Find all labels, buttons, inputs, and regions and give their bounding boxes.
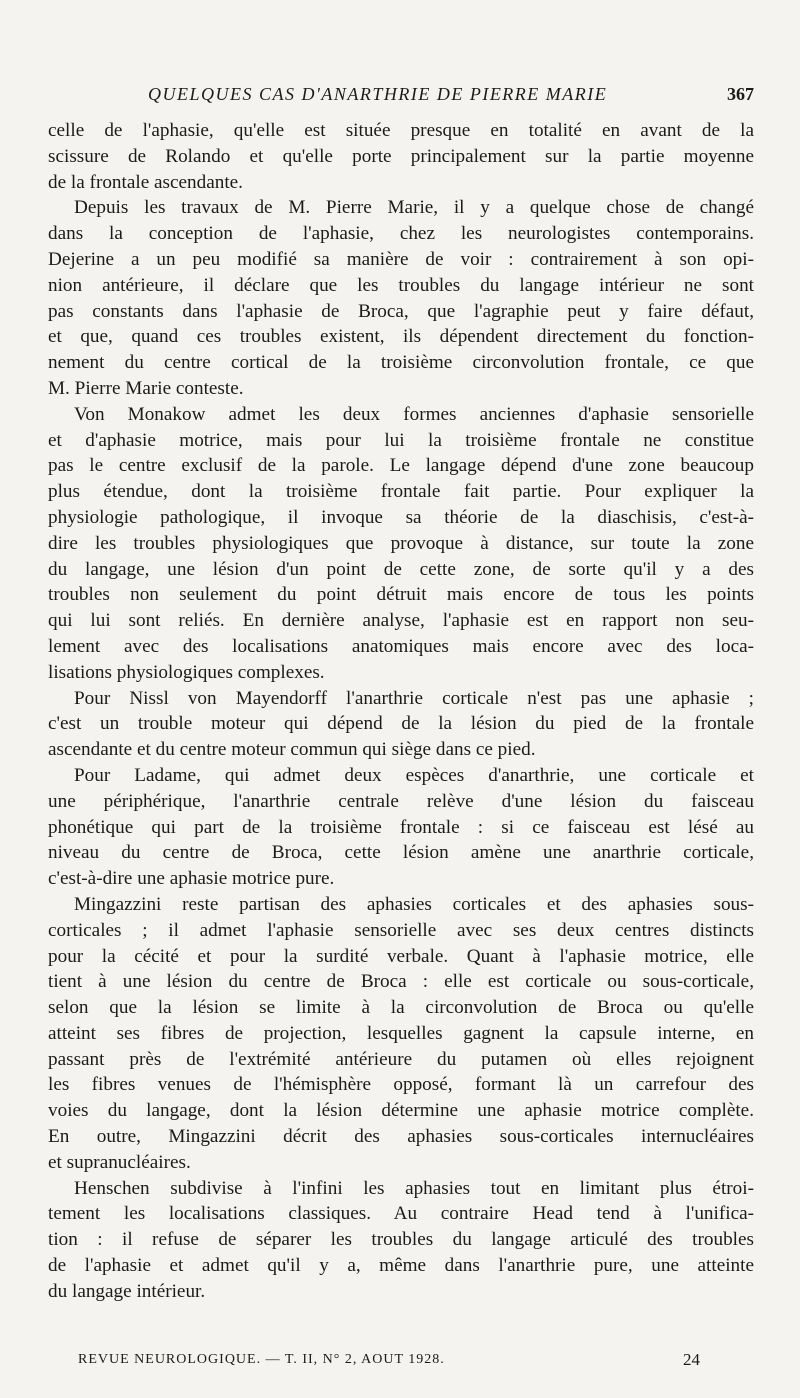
text-line: de la frontale ascendante. bbox=[48, 171, 243, 193]
text-line: passant près de l'extrémité antérieure du putamen où elles rejoignent bbox=[48, 1048, 754, 1070]
text-line: Henschen subdivise à l'infini les aphasies tout en limitant plus étroi- bbox=[74, 1177, 754, 1199]
journal-citation: REVUE NEUROLOGIQUE. — T. II, N° 2, AOUT 1928. bbox=[78, 1352, 445, 1367]
paragraph bbox=[48, 118, 754, 195]
running-header bbox=[48, 84, 754, 110]
text-line: troubles non seulement du point détruit mais encore de tous les points bbox=[48, 584, 754, 606]
text-line: plus étendue, dont la troisième frontale fait partie. Pour expliquer la bbox=[48, 481, 754, 503]
text-line: corticales ; il admet l'aphasie sensorielle avec ses deux centres distincts bbox=[48, 919, 754, 941]
text-line: nement du centre cortical de la troisième circonvolution frontale, ce que bbox=[48, 352, 754, 374]
text-line: c'est-à-dire une aphasie motrice pure. bbox=[48, 868, 335, 890]
text-line: selon que la lésion se limite à la circonvolution de Broca ou qu'elle bbox=[48, 997, 754, 1019]
text-line: celle de l'aphasie, qu'elle est située presque en totalité en avant de la bbox=[48, 120, 754, 141]
text-line: pas constants dans l'aphasie de Broca, que l'agraphie peut y faire défaut, bbox=[48, 300, 754, 322]
text-line: et que, quand ces troubles existent, ils dépendent directement du fonction- bbox=[48, 326, 754, 348]
text-line: une périphérique, l'anarthrie centrale relève d'une lésion du faisceau bbox=[48, 790, 754, 812]
text-line: M. Pierre Marie conteste. bbox=[48, 377, 244, 399]
text-line: Mingazzini reste partisan des aphasies corticales et des aphasies sous- bbox=[74, 893, 754, 915]
text-line: pour la cécité et pour la surdité verbale. Quant à l'aphasie motrice, elle bbox=[48, 945, 754, 967]
text-line: En outre, Mingazzini décrit des aphasies sous-corticales internucléaires bbox=[48, 1126, 754, 1148]
page-footer bbox=[70, 1350, 700, 1374]
text-line: tement les localisations classiques. Au contraire Head tend à l'unifica- bbox=[48, 1203, 754, 1225]
text-line: et d'aphasie motrice, mais pour lui la troisième frontale ne constitue bbox=[48, 429, 754, 451]
text-line: scissure de Rolando et qu'elle porte principalement sur la partie moyenne bbox=[48, 145, 754, 167]
text-line: voies du langage, dont la lésion détermine une aphasie motrice complète. bbox=[48, 1100, 754, 1122]
text-line: Pour Ladame, qui admet deux espèces d'anarthrie, une corticale et bbox=[74, 764, 754, 786]
text-line: du langage intérieur. bbox=[48, 1280, 206, 1302]
signature-mark: 24 bbox=[683, 1350, 700, 1369]
body-text bbox=[48, 118, 754, 1305]
text-line: les fibres venues de l'hémisphère opposé, formant là un carrefour des bbox=[48, 1074, 754, 1096]
text-line: Depuis les travaux de M. Pierre Marie, il y a quelque chose de changé bbox=[74, 197, 754, 219]
text-line: atteint ses fibres de projection, lesquelles gagnent la capsule interne, en bbox=[48, 1022, 754, 1044]
paragraph bbox=[48, 402, 754, 686]
text-line: tion : il refuse de séparer les troubles du langage articulé des troubles bbox=[48, 1229, 754, 1251]
text-line: pas le centre exclusif de la parole. Le langage dépend d'une zone beaucoup bbox=[48, 455, 754, 477]
paragraph bbox=[48, 763, 754, 892]
text-line: et supranucléaires. bbox=[48, 1151, 191, 1173]
text-line: Pour Nissl von Mayendorff l'anarthrie corticale n'est pas une aphasie ; bbox=[74, 687, 754, 709]
text-line: qui lui sont reliés. En dernière analyse, l'aphasie est en rapport non seu- bbox=[48, 610, 754, 632]
text-line: dire les troubles physiologiques que provoque à distance, sur toute la zone bbox=[48, 532, 754, 554]
text-line: lisations physiologiques complexes. bbox=[48, 661, 325, 683]
paragraph bbox=[48, 686, 754, 763]
text-line: c'est un trouble moteur qui dépend de la lésion du pied de la frontale bbox=[48, 713, 754, 735]
text-line: physiologie pathologique, il invoque sa théorie de la diaschisis, c'est-à- bbox=[48, 506, 754, 528]
text-line: ascendante et du centre moteur commun qui siège dans ce pied. bbox=[48, 739, 536, 761]
text-line: de l'aphasie et admet qu'il y a, même dans l'anarthrie pure, une atteinte bbox=[48, 1255, 754, 1277]
text-line: tient à une lésion du centre de Broca : elle est corticale ou sous-corticale, bbox=[48, 971, 754, 993]
text-line: du langage, une lésion d'un point de cette zone, de sorte qu'il y a des bbox=[48, 558, 754, 580]
paragraph bbox=[48, 195, 754, 401]
running-title: QUELQUES CAS D'ANARTHRIE DE PIERRE MARIE bbox=[148, 84, 608, 104]
text-line: phonétique qui part de la troisième frontale : si ce faisceau est lésé au bbox=[48, 816, 754, 838]
paragraph bbox=[48, 892, 754, 1176]
text-line: lement avec des localisations anatomiques mais encore avec des loca- bbox=[48, 635, 754, 657]
text-line: Von Monakow admet les deux formes anciennes d'aphasie sensorielle bbox=[74, 403, 754, 425]
text-line: niveau du centre de Broca, cette lésion amène une anarthrie corticale, bbox=[48, 842, 754, 864]
text-line: Dejerine a un peu modifié sa manière de voir : contrairement à son opi- bbox=[48, 248, 754, 270]
text-line: dans la conception de l'aphasie, chez les neurologistes contemporains. bbox=[48, 223, 754, 245]
text-line: nion antérieure, il déclare que les troubles du langage intérieur ne sont bbox=[48, 274, 754, 296]
paragraph bbox=[48, 1176, 754, 1305]
page-number: 367 bbox=[727, 84, 754, 104]
